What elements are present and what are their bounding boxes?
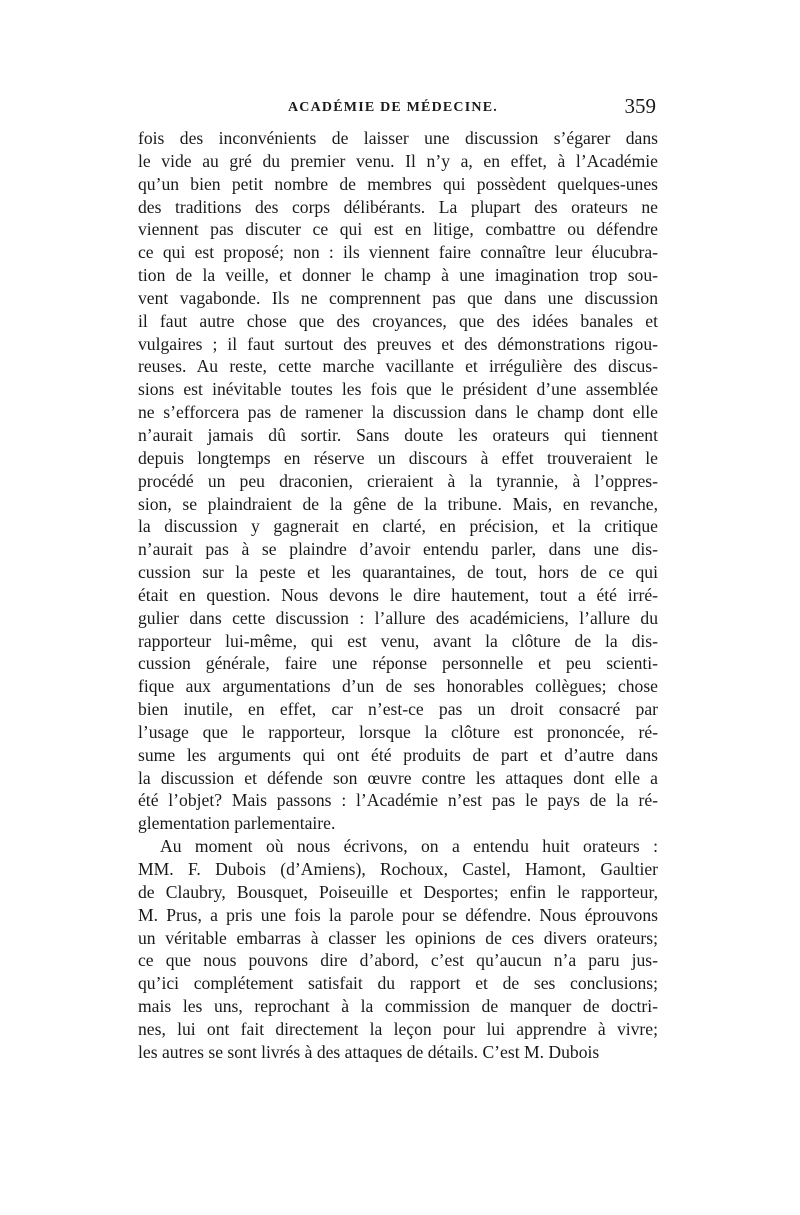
text-line: bien inutile, en effet, car n’est-ce pas un droit consacré par [138,699,658,720]
text-line: été l’objet? Mais passons : l’Académie n’est pas le pays de la ré- [138,790,658,811]
text-line: la discussion y gagnerait en clarté, en précision, et la critique [138,516,658,537]
text-line: les autres se sont livrés à des attaques de détails. C’est M. Dubois [138,1041,600,1062]
text-line: n’aurait pas à se plaindre d’avoir entendu parler, dans une dis- [138,539,658,560]
text-line: rapporteur lui-même, qui est venu, avant la clôture de la dis- [138,630,658,651]
text-line: MM. F. Dubois (d’Amiens), Rochoux, Castel, Hamont, Gaultier [138,859,658,879]
text-line: ne s’efforcera pas de ramener la discussion dans le champ dont elle [138,402,658,423]
text-line: nes, lui ont fait directement la leçon pour lui apprendre à vivre; [138,1018,658,1039]
body-text [138,127,658,1064]
text-line: des traditions des corps délibérants. La plupart des orateurs ne [138,196,658,217]
text-line: la discussion et défende son œuvre contre les attaques dont elle a [138,767,658,788]
text-line: vent vagabonde. Ils ne comprennent pas que dans une discussion [138,287,658,308]
text-line: un véritable embarras à classer les opinions de ces divers orateurs; [138,927,658,948]
text-line: depuis longtemps en réserve un discours à effet trouveraient le [138,447,658,468]
text-line: de Claubry, Bousquet, Poiseuille et Desportes; enfin le rapporteur, [138,881,658,902]
text-line: sume les arguments qui ont été produits de part et d’autre dans [138,744,658,765]
text-line: était en question. Nous devons le dire hautement, tout a été irré- [138,584,658,605]
text-line: M. Prus, a pris une fois la parole pour se défendre. Nous éprouvons [138,904,658,925]
text-line: cussion sur la peste et les quarantaines, de tout, hors de ce qui [138,562,658,583]
text-line: sions est inévitable toutes les fois que le président d’une assemblée [138,379,658,400]
text-line: tion de la veille, et donner le champ à une imagination trop sou- [138,265,658,286]
text-line: viennent pas discuter ce qui est en litige, combattre ou défendre [138,219,658,240]
text-line: fois des inconvénients de laisser une discussion s’égarer dans [138,128,658,148]
text-line: Au moment où nous écrivons, on a entendu huit orateurs : [160,836,658,857]
text-line: ce que nous pouvons dire d’abord, c’est qu’aucun n’a paru jus- [138,950,658,971]
text-line: cussion générale, faire une réponse personnelle et peu scienti- [138,653,658,674]
text-line: fique aux argumentations d’un de ses honorables collègues; chose [138,676,658,697]
text-line: n’aurait jamais dû sortir. Sans doute les orateurs qui tiennent [138,424,658,445]
page-number: 359 [624,94,656,118]
text-line: gulier dans cette discussion : l’allure des académiciens, l’allure du [138,607,658,628]
running-title: ACADÉMIE DE MÉDECINE. [288,100,498,115]
text-line: le vide au gré du premier venu. Il n’y a, en effet, à l’Académie [138,150,658,171]
text-line: reuses. Au reste, cette marche vacillante et irrégulière des discus- [138,356,658,377]
text-line: il faut autre chose que des croyances, que des idées banales et [138,310,658,331]
text-line: mais les uns, reprochant à la commission de manquer de doctri- [138,996,658,1017]
text-line: qu’un bien petit nombre de membres qui possèdent quelques-unes [138,173,658,194]
paragraph [138,835,658,1063]
paragraph [138,127,658,835]
running-header [138,92,658,122]
text-line: ce qui est proposé; non : ils viennent faire connaître leur élucubra- [138,242,658,263]
text-line: procédé un peu draconien, crieraient à la tyrannie, à l’oppres- [138,470,658,491]
text-line: l’usage que le rapporteur, lorsque la clôture est prononcée, ré- [138,721,658,742]
text-line: sion, se plaindraient de la gêne de la tribune. Mais, en revanche, [138,493,658,514]
text-line: glementation parlementaire. [138,813,336,834]
text-line: qu’ici complétement satisfait du rapport et de ses conclusions; [138,973,658,994]
text-line: vulgaires ; il faut surtout des preuves et des démonstrations rigou- [138,333,658,354]
